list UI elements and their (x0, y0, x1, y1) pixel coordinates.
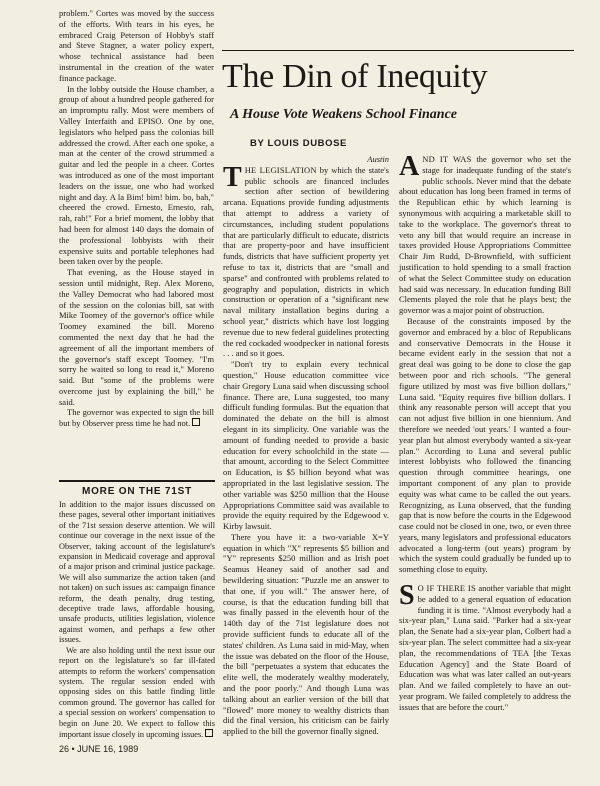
column-left (59, 8, 214, 429)
article-subhead: A House Vote Weakens School Finance (230, 107, 458, 122)
col3-paragraph (399, 580, 571, 713)
headline-rule (222, 50, 574, 51)
drop-cap: T (223, 161, 242, 193)
drop-cap: A (399, 151, 420, 182)
sidebar-body (59, 500, 215, 740)
col3-text: the governor who set the stage for inadequate funding of the state's public schools. Never mind that the debate about education has long been framed in terms of the Republican ethic by which learning is synonymous with acquiring a marketable skill to take to the workplace. The governor's threat to veto any bill that would require an increase in taxes provided House Appropriations Committee Chair Jim Rudd, D-Brownfield, with sufficient justification to hold spending to a small fraction of what the Select Committee study on education had said was necessary. In education funding Bill Clements played the role that he plays best; the governor was a major point of obstruction. (399, 154, 571, 316)
lead-in-caps: ND IT WAS (422, 154, 472, 164)
article-headline: The Din of Inequity (222, 58, 488, 95)
col1-paragraph-final (59, 407, 214, 429)
col2-text: by which the state's public schools are financed includes section after section of bewildering arcana. Equations provide funding adjustments that attempt to address a variety of circumstances, including student populations that are particularly difficult to educate, districts that are property-poor and have insufficient funds, districts that have sufficient property yet refuse to tax it, districts that are "small and sparse" and confronted with problems related to geography and population, districts in which construction or operation of a "significant new naval military installation begins during a school year," districts which have lost logging revenue due to new federal guidelines protecting the red cockaded woodpecker in national forests . . . and so it goes. (223, 164, 389, 359)
column-right (399, 151, 571, 713)
column-middle (223, 154, 389, 737)
article-byline: BY LOUIS DUBOSE (250, 138, 347, 149)
sidebar-box (59, 480, 215, 740)
sidebar-title: MORE ON THE 71ST (81, 486, 193, 497)
col3-paragraph (399, 151, 571, 316)
col1-final-text: The governor was expected to sign the bill but by Observer press time he had not. (59, 407, 214, 429)
sidebar-paragraph: In addition to the major issues discussed on these pages, several other important initiatives of the 71st session deserve attention. We will continue our coverage in the next issue of the Observer, taking account of the legislature's expansion in Medicaid coverage and approval of a major prison and criminal justice package. We will also summarize the action taken (and not taken) on such issues as: campaign finance reform, the death penalty, drug testing, deceptive trade laws, affordable housing, unsafe products, utilities legislation, violence against women, and perhaps a few other issues. (59, 500, 215, 645)
end-mark-icon (205, 729, 213, 737)
sidebar-final-text: We are also holding until the next issue our report on the legislature's so far ill-fated attempts to reform the workers' compensation system. The regular session ended with opposing sides on this battle finding little common ground. The governor has called for a special session on workers' compensation to begin on June 20. We expect to follow this important issue closely in upcoming issues. (59, 645, 215, 739)
col2-paragraph (223, 161, 389, 359)
col3-paragraph: Because of the constraints imposed by the governor and embraced by a bloc of Republicans and conservative Democrats in the House it became evident early in the session that not a great deal was going to be done to close the gap between poor and rich schools. "The general figure utilized by most was five billion dollars," Luna said. "Equity requires five billion dollars. I think any reasonable person will accept that you can not adjust five billion in one biennium. And therefore we needed 'out years.' I wanted a four-year plan but almost everybody wanted a six-year plan." According to Luna and several public interest lobbyists who followed the financing question through committee hearings, one important component of any plan to provide equity was what came to be called the out years. Recognizing, as Luna observed, that the funding gap that is now before the courts in the Edgewood case could not be closed in one, two, or even three years, many legislators and professional educators advocated a long-term (out years) program by which the system could gradually be funded up to something close to equity. (399, 315, 571, 575)
lead-in-caps: O IF THERE IS (417, 583, 476, 594)
col3-text: another variable that might be added to a general equation of education funding it is time. "Almost everybody had a six-year plan," Luna said. "Parker had a six-year plan, the Senate had a six-year plan, Colbert had a six-year plan. The select committee had a six-year plan, the recommendations of TEA [the Texas Education Agency] and the State Board of Education was what was later called an out-years plan. And we failed completely to have an out-year program. We failed completely to address the issues that are before the court." (399, 583, 571, 712)
page-folio: 26 • JUNE 16, 1989 (59, 744, 139, 754)
col1-paragraph: In the lobby outside the House chamber, a group of about a hundred people gathered for an impromptu rally. Most were members of Valley Interfaith and EPISO. One by one, legislators who helped pass the colonias bill addressed the crowd. After each one spoke, a man at the center of the crowd strummed a guitar and led the people in a cheer. Cortes was introduced as one of the most important leaders on the issue, one who had worked night and day. A la Bim! bim! bim. bo, bah," cheered the crowd. Ernesto, Ernesto, rah, rah, rah!" For a brief moment, the lobby that had been for almost 140 days the domain of the professional lobbyists with their expensive suits and portable telephones had been taken over by the people. (59, 83, 214, 267)
col1-paragraph: That evening, as the House stayed in session until midnight, Rep. Alex Moreno, the Valley Democrat who had labored most of the session on the colonias bill, sat with Mike Toomey of the governor's office while Toomey examined the bill. Moreno commented the next day that he had the agreement of all the important members of the governor's staff except Toomey. "I'm sorry he waited so long to read it," Moreno said. But "some of the problems were overcome just by explaining the bill," he said. (59, 267, 214, 407)
article-dateline: Austin (367, 154, 389, 164)
col1-paragraph: problem." Cortes was moved by the success of the efforts. With tears in his eyes, he embraced Craig Peterson of Hobby's staff and Steve Stagner, a water policy expert, whose technical assistance had been instrumental in the creation of the water finance package. (59, 8, 214, 83)
end-mark-icon (192, 418, 200, 426)
sidebar-paragraph-final (59, 646, 215, 741)
lead-in-caps: HE LEGISLATION (244, 164, 317, 175)
col2-paragraph: There you have it: a two-variable X=Y equation in which "X" represents $5 billion and "Y" represents $250 million and as Irish poet Seamus Heaney said of another sad and bewildering situation: "Puzzle me an answer to that one, if you will." The answer here, of course, is that the education funding bill that was finally passed in the eleventh hour of the 140th day of the 71st legislature does not provide sufficient funds to educate all of the states' children. As Luna said in mid-May, when the issue was debated on the floor of the House, the bill "perpetuates a system that educates the elite well, the moderately wealthy moderately, and the poor poorly." And though Luna was talking about an earlier version of the bill that "flowed" more money to wealthy districts than did the final version, his criticism can be fairly applied to the bill the governor finally signed. (223, 531, 389, 737)
drop-cap: S (399, 580, 415, 612)
col2-paragraph: "Don't try to explain every technical question," House education committee vice chair Gregory Luna said when discussing school finance. There are, Luna suggested, too many difficult funding formulas. But the equation that dominated the debate on the bill is almost elegant in its simplicity. One variable was the amount of funding needed to provide a basic education for every schoolchild in the state — that amount, according to the Select Committee on Education, is $5 billion beyond what was appropriated in the last legislative session. The other variable was $250 million that the House Appropriations Committee said was available to provide the equity required by the Edgewood v. Kirby lawsuit. (223, 359, 389, 532)
